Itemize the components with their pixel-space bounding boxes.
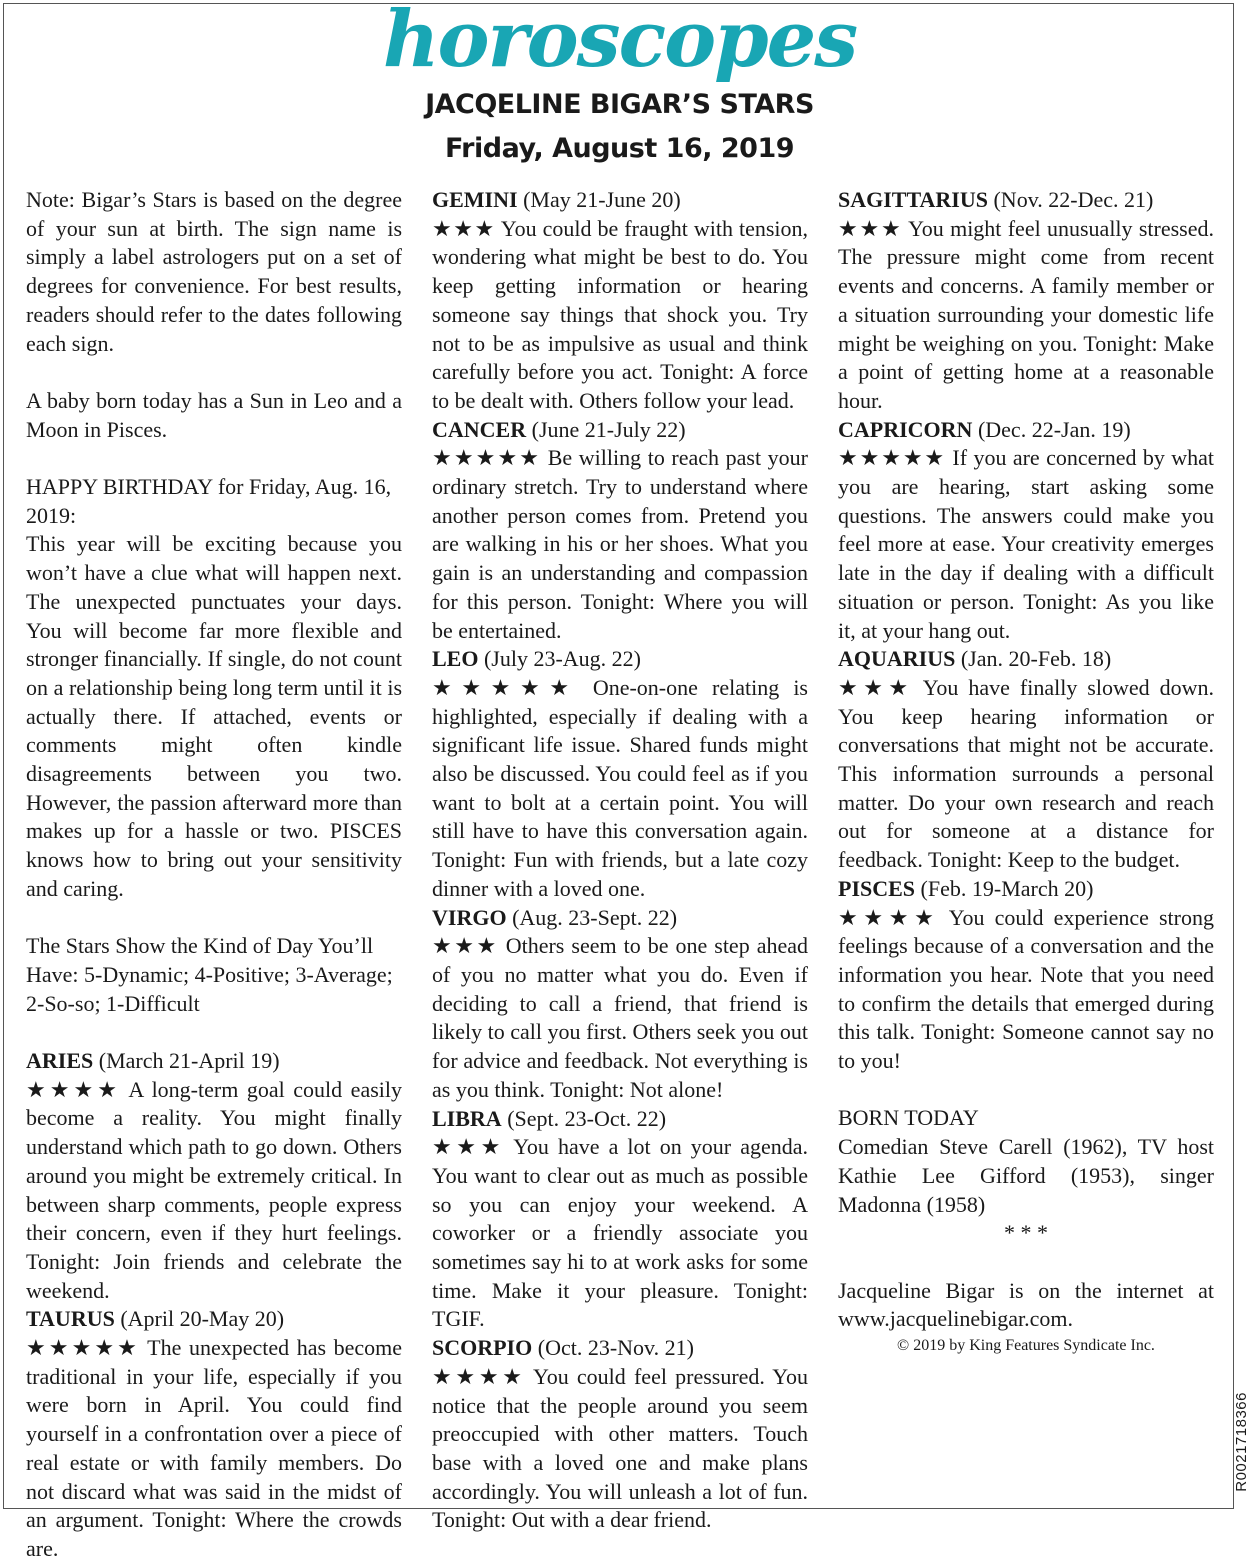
sign-leo <box>432 645 808 674</box>
sign-name: TAURUS <box>26 1306 115 1332</box>
sign-reading <box>26 1076 402 1306</box>
sign-dates: (June 21-July 22) <box>531 416 686 442</box>
sign-text: The unexpected has become traditional in your life, especially if you were born in April. You could find yourself in a confrontation over a piece of real estate or with family members. Do not discard what was said in the midst of an argument. Tonight: Where the crowds are. <box>26 1335 402 1561</box>
star-rating: ★★★★★ <box>838 445 947 471</box>
column-1 <box>26 186 402 1564</box>
star-rating: ★★★ <box>838 674 914 700</box>
sign-aries <box>26 1047 402 1076</box>
sign-dates: (Aug. 23-Sept. 22) <box>512 904 678 930</box>
sign-dates: (July 23-Aug. 22) <box>483 646 642 672</box>
sign-text: You could experience strong feelings because of a conversation and the information you hear. Note that you need to confirm the details that emerged during this talk. Tonight: Someone cannot say no to you! <box>838 904 1214 1074</box>
sign-pisces <box>838 875 1214 904</box>
sign-sagittarius <box>838 186 1214 215</box>
sign-text: Be willing to reach past your ordinary stretch. Try to understand where another person comes from. Pretend you are walking in his or her shoes. What you gain is an understanding and compassion for this person. Tonight: Where you will be entertained. <box>432 445 809 643</box>
sign-text: Others seem to be one step ahead of you no matter what you do. Even if deciding to call a friend, that friend is likely to call you first. Others seek you out for advice and feedback. Not everything is as you think. Tonight: Not alone! <box>432 933 809 1102</box>
ad-code: R0021718366 <box>1233 1392 1250 1492</box>
column-3 <box>838 186 1214 1358</box>
sign-text: If you are concerned by what you are hearing, start asking some questions. The answers could make you feel more at ease. Your creativity emerges late in the day if dealing with a difficult situation or person. Tonight: As you like it, at your hang out. <box>838 445 1214 643</box>
sign-reading <box>838 444 1214 645</box>
column-title: JACQELINE BIGAR’S STARS <box>425 89 814 120</box>
star-rating: ★★★★ <box>26 1076 122 1102</box>
sign-text: You have finally slowed down. You keep hearing information or conversations that might not be accurate. This information surrounds a personal matter. Do your own research and reach out for someone at a distance for feedback. Tonight: Keep to the budget. <box>838 674 1214 873</box>
star-rating: ★★★★★ <box>432 674 579 700</box>
sign-name: ARIES <box>26 1048 94 1074</box>
sign-text: You have a lot on your agenda. You want to clear out as much as possible so you can enjoy your weekend. A coworker or a friendly associate you sometimes say hi to at work asks for some time. Make it your pleasure. Tonight: TGIF. <box>432 1134 808 1332</box>
star-rating: ★★★ <box>432 933 499 959</box>
sign-taurus <box>26 1305 402 1334</box>
sign-name: CAPRICORN <box>838 416 973 442</box>
star-rating: ★★★★ <box>432 1363 526 1389</box>
column-2 <box>432 186 808 1535</box>
sign-text: One-on-one relating is highlighted, especially if dealing with a significant life issue. Shared funds might also be discussed. You could feel as if you want to bolt at a certain point. You will still have to have this conversation again. Tonight: Fun with friends, but a late cozy dinner with a loved one. <box>432 674 808 901</box>
copyright: © 2019 by King Features Syndicate Inc. <box>897 1337 1155 1355</box>
star-rating: ★★★★★ <box>432 445 542 471</box>
born-today-text: Comedian Steve Carell (1962), TV host Kathie Lee Gifford (1953), singer Madonna (1958) <box>838 1134 1214 1217</box>
sign-dates: (Dec. 22-Jan. 19) <box>977 416 1131 442</box>
sign-name: VIRGO <box>432 904 507 930</box>
sign-capricorn <box>838 416 1214 445</box>
sign-dates: (Nov. 22-Dec. 21) <box>993 187 1154 212</box>
horoscopes-logo: horoscopes <box>382 0 857 85</box>
section-divider: * * * <box>1004 1220 1048 1246</box>
sign-scorpio <box>432 1334 808 1363</box>
sign-name: LIBRA <box>432 1105 502 1131</box>
star-rating: ★★★★ <box>838 904 940 930</box>
sign-libra <box>432 1105 808 1134</box>
sign-reading <box>432 1133 808 1334</box>
star-rating: ★★★ <box>432 1134 505 1160</box>
sign-gemini <box>432 186 808 215</box>
sign-name: SAGITTARIUS <box>838 187 988 212</box>
sign-dates: (Jan. 20-Feb. 18) <box>960 646 1112 672</box>
sign-dates: (March 21-April 19) <box>98 1048 280 1074</box>
star-rating: ★★★ <box>432 215 496 241</box>
sign-reading <box>26 1334 402 1564</box>
sign-text: You could feel pressured. You notice that the people around you seem preoccupied with other matters. Touch base with a loved one and make plans accordingly. You will unleash a lot of fun. Tonight: Out with a dear friend. <box>432 1363 808 1533</box>
sign-dates: (May 21-June 20) <box>523 187 681 212</box>
sign-text: You could be fraught with tension, wondering what might be best to do. You keep getting information or hearing someone say things that shock you. Try not to be as impulsive as usual and think carefully before you act. Tonight: A force to be dealt with. Others follow your lead. <box>432 215 809 413</box>
sign-dates: (April 20-May 20) <box>120 1306 285 1332</box>
birthday-text: This year will be exciting because you won’t have a clue what will happen next. The unexpected punctuates your days. You will become far more flexible and stronger financially. If single, do not count on a relationship being long term until it is actually there. If attached, events or comments might often kindle disagreements between you two. However, the passion afterward more than makes up for a hassle or two. PISCES knows how to bring out your sensitivity and caring. <box>26 531 402 901</box>
sign-dates: (Sept. 23-Oct. 22) <box>507 1105 667 1131</box>
star-rating: ★★★★★ <box>26 1335 140 1361</box>
stars-key: The Stars Show the Kind of Day You’ll Have: 5-Dynamic; 4-Positive; 3-Average; 2-So-so; 1-Difficult <box>26 933 393 1016</box>
sign-reading <box>838 215 1214 416</box>
sign-reading <box>432 932 808 1104</box>
sign-text: You might feel unusually stressed. The pressure might come from recent events and concerns. A family member or a situation surrounding your domestic life might be weighing on you. Tonight: Make a point of getting home at a reasonable hour. <box>838 215 1215 413</box>
sign-name: SCORPIO <box>432 1335 533 1361</box>
sign-text: A long-term goal could easily become a reality. You might finally understand which path to go down. Others around you might be extremely critical. In between sharp comments, people express their concern, even if they hurt feelings. Tonight: Join friends and celebrate the weekend. <box>26 1076 402 1303</box>
intro-note: Note: Bigar’s Stars is based on the degree of your sun at birth. The sign name is simply a label astrologers put on a set of degrees for convenience. For best results, readers should refer to the dates following each sign. <box>26 187 402 356</box>
sign-reading <box>432 444 808 645</box>
sign-name: GEMINI <box>432 187 518 212</box>
born-today-heading: BORN TODAY <box>838 1105 979 1131</box>
sign-dates: (Oct. 23-Nov. 21) <box>537 1335 694 1361</box>
star-rating: ★★★ <box>838 215 903 241</box>
sign-reading <box>432 215 808 416</box>
sign-reading <box>838 674 1214 875</box>
sign-aquarius <box>838 645 1214 674</box>
intro-baby: A baby born today has a Sun in Leo and a Moon in Pisces. <box>26 387 402 442</box>
sign-name: AQUARIUS <box>838 646 956 672</box>
sign-name: CANCER <box>432 416 527 442</box>
sign-name: LEO <box>432 646 479 672</box>
sign-name: PISCES <box>838 875 916 901</box>
sign-cancer <box>432 416 808 445</box>
sign-dates: (Feb. 19-March 20) <box>920 875 1094 901</box>
website-note: Jacqueline Bigar is on the internet at www.jacquelinebigar.com. <box>838 1277 1214 1332</box>
sign-reading <box>432 1363 808 1535</box>
sign-virgo <box>432 904 808 933</box>
birthday-heading: HAPPY BIRTHDAY for Friday, Aug. 16, 2019: <box>26 474 392 528</box>
sign-reading <box>838 904 1214 1076</box>
column-date: Friday, August 16, 2019 <box>444 133 795 164</box>
sign-reading <box>432 674 808 904</box>
